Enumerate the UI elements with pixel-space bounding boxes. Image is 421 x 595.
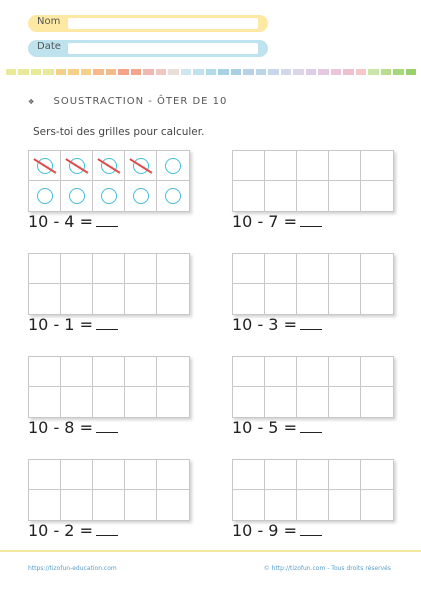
grid-cell[interactable] xyxy=(265,284,297,314)
strip-swatch xyxy=(181,69,191,75)
strip-swatch xyxy=(343,69,353,75)
grid-cell[interactable] xyxy=(93,181,125,211)
grid-cell[interactable] xyxy=(125,460,157,490)
strip-swatch xyxy=(93,69,103,75)
grid-cell[interactable] xyxy=(29,357,61,387)
name-field[interactable] xyxy=(28,15,268,32)
grid-cell[interactable] xyxy=(233,181,265,211)
grid-cell[interactable] xyxy=(329,357,361,387)
grid-cell[interactable] xyxy=(157,387,189,417)
strip-swatch xyxy=(6,69,16,75)
grid-cell[interactable] xyxy=(361,490,393,520)
answer-blank[interactable] xyxy=(300,212,322,227)
grid-cell[interactable] xyxy=(361,151,393,181)
grid-cell[interactable] xyxy=(297,387,329,417)
strip-swatch xyxy=(318,69,328,75)
strip-swatch xyxy=(18,69,28,75)
grid-cell[interactable] xyxy=(233,284,265,314)
grid-cell[interactable] xyxy=(125,284,157,314)
grid-cell[interactable] xyxy=(157,254,189,284)
strip-swatch xyxy=(143,69,153,75)
diamond-bullet-icon: ❖ xyxy=(28,98,36,106)
subtraction-equation xyxy=(232,418,322,437)
grid-cell[interactable] xyxy=(29,387,61,417)
equation-text: 10 - 7 = xyxy=(232,212,297,231)
grid-cell[interactable] xyxy=(329,490,361,520)
strip-swatch xyxy=(331,69,341,75)
ten-frame-grid[interactable] xyxy=(28,459,190,521)
grid-cell[interactable] xyxy=(265,460,297,490)
subtraction-equation xyxy=(232,212,322,231)
grid-cell[interactable] xyxy=(125,357,157,387)
counter-circle-icon xyxy=(37,188,53,204)
equation-text: 10 - 5 = xyxy=(232,418,297,437)
grid-cell[interactable] xyxy=(265,151,297,181)
strip-swatch xyxy=(293,69,303,75)
grid-cell[interactable] xyxy=(61,460,93,490)
counter-circle-icon xyxy=(133,188,149,204)
strip-swatch xyxy=(256,69,266,75)
name-label: Nom xyxy=(37,16,61,27)
strip-swatch xyxy=(306,69,316,75)
grid-cell[interactable] xyxy=(233,387,265,417)
answer-blank[interactable] xyxy=(300,418,322,433)
counter-circle-icon xyxy=(165,188,181,204)
strip-swatch xyxy=(243,69,253,75)
grid-cell[interactable] xyxy=(61,284,93,314)
strip-swatch xyxy=(131,69,141,75)
grid-cell[interactable] xyxy=(297,181,329,211)
footer-divider xyxy=(0,550,421,552)
strip-swatch xyxy=(193,69,203,75)
date-label: Date xyxy=(37,41,61,52)
answer-blank[interactable] xyxy=(96,521,118,536)
grid-cell[interactable] xyxy=(233,254,265,284)
grid-cell[interactable] xyxy=(361,181,393,211)
answer-blank[interactable] xyxy=(300,315,322,330)
name-input[interactable] xyxy=(68,18,258,29)
strip-swatch xyxy=(106,69,116,75)
grid-cell[interactable] xyxy=(125,254,157,284)
grid-cell[interactable] xyxy=(61,357,93,387)
strip-swatch xyxy=(281,69,291,75)
grid-cell[interactable] xyxy=(329,151,361,181)
grid-cell[interactable] xyxy=(125,387,157,417)
date-input[interactable] xyxy=(68,43,258,54)
strip-swatch xyxy=(393,69,403,75)
equation-text: 10 - 2 = xyxy=(28,521,93,540)
strip-swatch xyxy=(368,69,378,75)
strip-swatch xyxy=(43,69,53,75)
counter-circle-icon xyxy=(101,188,117,204)
strip-swatch xyxy=(31,69,41,75)
grid-cell[interactable] xyxy=(361,387,393,417)
strip-swatch xyxy=(231,69,241,75)
grid-cell[interactable] xyxy=(61,254,93,284)
strip-swatch xyxy=(68,69,78,75)
equation-text: 10 - 3 = xyxy=(232,315,297,334)
grid-cell[interactable] xyxy=(29,460,61,490)
grid-cell[interactable] xyxy=(361,460,393,490)
strip-swatch xyxy=(156,69,166,75)
ten-frame-grid[interactable] xyxy=(232,356,394,418)
subtraction-equation xyxy=(232,521,322,540)
grid-cell[interactable] xyxy=(93,254,125,284)
counter-circle-icon xyxy=(165,158,181,174)
ten-frame-grid[interactable] xyxy=(28,253,190,315)
grid-cell[interactable] xyxy=(361,357,393,387)
subtraction-equation xyxy=(28,212,118,231)
instruction-text: Sers-toi des grilles pour calculer. xyxy=(33,126,205,138)
grid-cell[interactable] xyxy=(233,460,265,490)
grid-cell[interactable] xyxy=(29,284,61,314)
decorative-color-strip xyxy=(6,69,416,75)
strip-swatch xyxy=(381,69,391,75)
grid-cell[interactable] xyxy=(297,284,329,314)
grid-cell[interactable] xyxy=(265,490,297,520)
grid-cell[interactable] xyxy=(297,490,329,520)
grid-cell[interactable] xyxy=(265,181,297,211)
answer-blank[interactable] xyxy=(300,521,322,536)
grid-cell[interactable] xyxy=(93,387,125,417)
grid-cell[interactable] xyxy=(233,490,265,520)
ten-frame-grid[interactable] xyxy=(232,459,394,521)
grid-cell[interactable] xyxy=(93,151,125,181)
grid-cell[interactable] xyxy=(233,357,265,387)
grid-cell[interactable] xyxy=(265,357,297,387)
grid-cell[interactable] xyxy=(329,284,361,314)
grid-cell[interactable] xyxy=(297,460,329,490)
counter-circle-icon xyxy=(69,188,85,204)
strip-swatch xyxy=(168,69,178,75)
grid-cell[interactable] xyxy=(329,387,361,417)
grid-cell[interactable] xyxy=(329,181,361,211)
grid-cell[interactable] xyxy=(265,387,297,417)
grid-cell[interactable] xyxy=(157,181,189,211)
grid-cell[interactable] xyxy=(29,490,61,520)
equation-text: 10 - 4 = xyxy=(28,212,93,231)
date-field[interactable] xyxy=(28,40,268,57)
equation-text: 10 - 1 = xyxy=(28,315,93,334)
grid-cell[interactable] xyxy=(157,460,189,490)
grid-cell[interactable] xyxy=(361,284,393,314)
equation-text: 10 - 8 = xyxy=(28,418,93,437)
ten-frame-grid[interactable] xyxy=(28,150,190,212)
ten-frame-grid[interactable] xyxy=(28,356,190,418)
answer-blank[interactable] xyxy=(96,418,118,433)
grid-cell[interactable] xyxy=(93,460,125,490)
grid-cell[interactable] xyxy=(233,151,265,181)
section-title-text: SOUSTRACTION - ÔTER DE 10 xyxy=(53,96,228,107)
subtraction-equation xyxy=(28,315,118,334)
strip-swatch xyxy=(218,69,228,75)
subtraction-equation xyxy=(28,418,118,437)
strip-swatch xyxy=(406,69,416,75)
grid-cell[interactable] xyxy=(157,357,189,387)
strip-swatch xyxy=(356,69,366,75)
subtraction-equation xyxy=(232,315,322,334)
section-title xyxy=(28,96,227,107)
equation-text: 10 - 9 = xyxy=(232,521,297,540)
grid-cell[interactable] xyxy=(29,151,61,181)
strip-swatch xyxy=(81,69,91,75)
grid-cell[interactable] xyxy=(93,490,125,520)
strip-swatch xyxy=(206,69,216,75)
grid-cell[interactable] xyxy=(265,254,297,284)
subtraction-equation xyxy=(28,521,118,540)
ten-frame-grid[interactable] xyxy=(232,253,394,315)
grid-cell[interactable] xyxy=(157,284,189,314)
grid-cell[interactable] xyxy=(93,284,125,314)
grid-cell[interactable] xyxy=(61,387,93,417)
ten-frame-grid[interactable] xyxy=(232,150,394,212)
grid-cell[interactable] xyxy=(125,151,157,181)
grid-cell[interactable] xyxy=(297,151,329,181)
grid-cell[interactable] xyxy=(93,357,125,387)
strip-swatch xyxy=(268,69,278,75)
grid-cell[interactable] xyxy=(125,490,157,520)
grid-cell[interactable] xyxy=(297,357,329,387)
strip-swatch xyxy=(56,69,66,75)
strip-swatch xyxy=(118,69,128,75)
grid-cell[interactable] xyxy=(329,460,361,490)
grid-cell[interactable] xyxy=(61,490,93,520)
footer-left-link[interactable]: https://tizofun-education.com xyxy=(28,565,117,572)
grid-cell[interactable] xyxy=(157,151,189,181)
grid-cell[interactable] xyxy=(61,151,93,181)
grid-cell[interactable] xyxy=(157,490,189,520)
grid-cell[interactable] xyxy=(29,254,61,284)
grid-cell[interactable] xyxy=(329,254,361,284)
grid-cell[interactable] xyxy=(29,181,61,211)
footer-right-copyright: © http://tizofun.com - Tous droits réservés xyxy=(263,565,391,572)
answer-blank[interactable] xyxy=(96,315,118,330)
answer-blank[interactable] xyxy=(96,212,118,227)
grid-cell[interactable] xyxy=(297,254,329,284)
grid-cell[interactable] xyxy=(361,254,393,284)
grid-cell[interactable] xyxy=(125,181,157,211)
grid-cell[interactable] xyxy=(61,181,93,211)
